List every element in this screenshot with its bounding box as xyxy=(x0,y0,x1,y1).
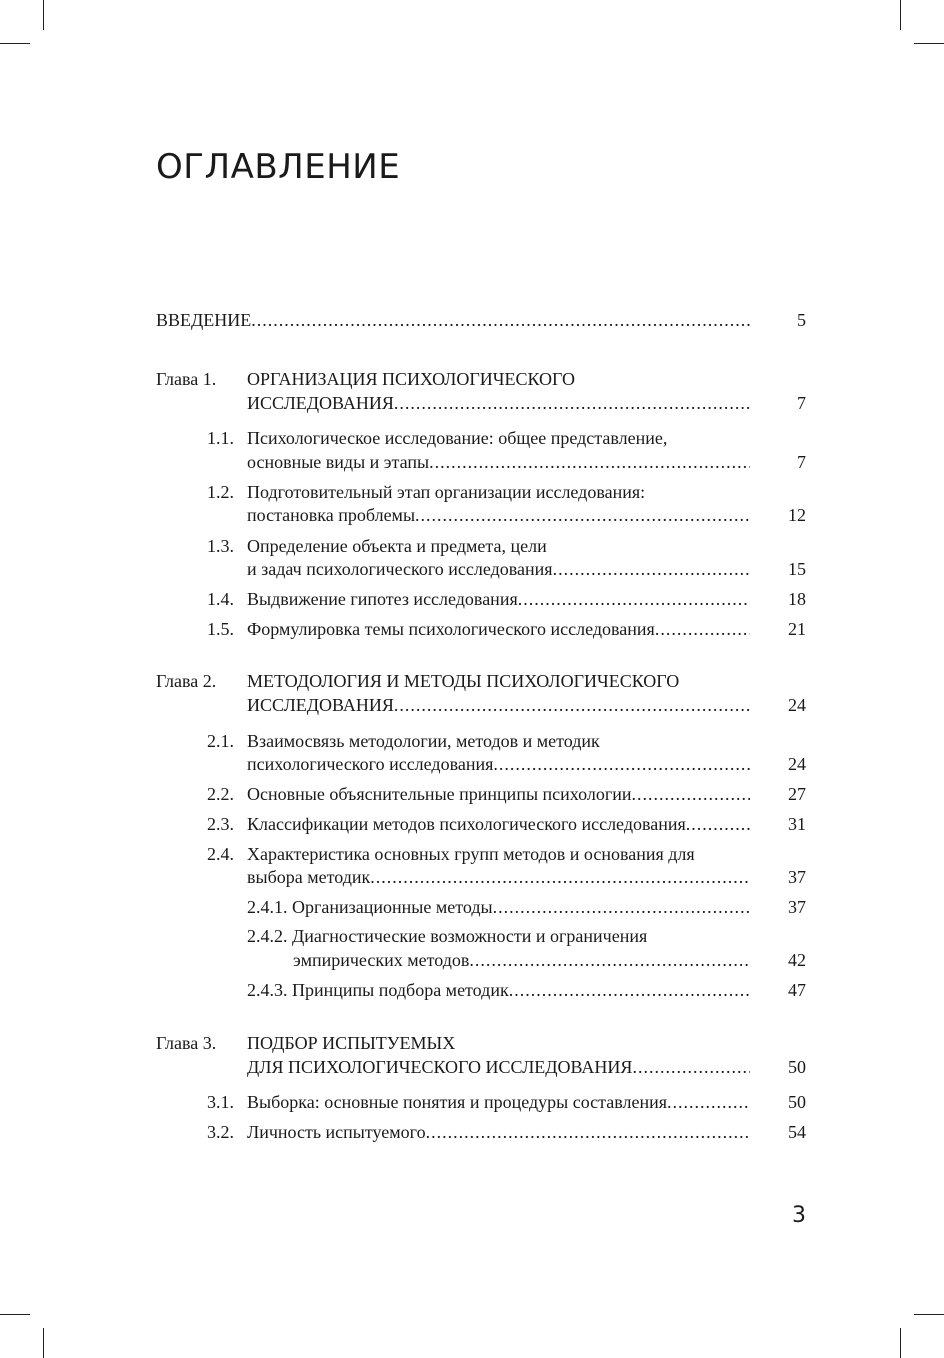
toc-entry-intro xyxy=(0,308,944,332)
section-title-line-1: Взаимосвязь методологии, методов и методик xyxy=(247,731,600,751)
toc-page-number: 27 xyxy=(788,784,806,804)
page-title: ОГЛАВЛЕНИЕ xyxy=(156,147,401,187)
toc-subsection-2-4-3 xyxy=(0,978,944,1002)
toc-page-number: 24 xyxy=(788,695,806,715)
toc-chapter-3-line-2 xyxy=(0,1055,944,1079)
section-number: 2.3. xyxy=(207,814,234,834)
section-number: 1.4. xyxy=(207,589,234,609)
toc-leader-dots xyxy=(493,752,750,776)
chapter-title-line-1: ОРГАНИЗАЦИЯ ПСИХОЛОГИЧЕСКОГО xyxy=(247,369,575,389)
section-title-line-1: Определение объекта и предмета, цели xyxy=(247,536,547,556)
toc-leader-dots xyxy=(426,1120,750,1144)
subsection-title-line-2: эмпирических методов xyxy=(293,950,470,970)
toc-page-number: 47 xyxy=(788,980,806,1000)
toc-page-number: 5 xyxy=(797,310,806,330)
section-number: 2.2. xyxy=(207,784,234,804)
chapter-number: Глава 1. xyxy=(156,369,217,389)
toc-leader-dots xyxy=(667,1090,750,1114)
toc-section-2-4-line-2 xyxy=(0,865,944,889)
section-number: 1.3. xyxy=(207,536,234,556)
section-number: 1.5. xyxy=(207,619,234,639)
section-title: Классификации методов психологического исследования xyxy=(247,814,686,834)
toc-section-2-1 xyxy=(0,729,944,753)
section-number: 3.2. xyxy=(207,1122,234,1142)
toc-page-number: 15 xyxy=(788,559,806,579)
toc-leader-dots xyxy=(632,1055,750,1079)
section-title-line-1: Подготовительный этап организации исследования: xyxy=(247,482,646,502)
toc-page-number: 42 xyxy=(788,950,806,970)
page-folio-number: 3 xyxy=(792,1203,806,1228)
toc-page-number: 12 xyxy=(788,505,806,525)
chapter-title-line-2: ИССЛЕДОВАНИЯ xyxy=(247,695,394,715)
toc-section-3-2 xyxy=(0,1120,944,1144)
subsection-title: 2.4.3. Принципы подбора методик xyxy=(247,980,509,1000)
toc-section-2-2 xyxy=(0,782,944,806)
toc-page-number: 50 xyxy=(788,1092,806,1112)
toc-leader-dots xyxy=(469,948,750,972)
toc-section-2-4 xyxy=(0,842,944,866)
toc-section-3-1 xyxy=(0,1090,944,1114)
toc-leader-dots xyxy=(509,978,750,1002)
section-title-line-1: Психологическое исследование: общее представление, xyxy=(247,428,668,448)
toc-page-number: 50 xyxy=(788,1057,806,1077)
toc-leader-dots xyxy=(553,557,750,581)
section-title-line-2: и задач психологического исследования xyxy=(247,559,553,579)
toc-subsection-2-4-1 xyxy=(0,895,944,919)
toc-section-1-5 xyxy=(0,617,944,641)
toc-leader-dots xyxy=(394,693,750,717)
toc-page-number: 31 xyxy=(788,814,806,834)
chapter-title-line-2: ДЛЯ ПСИХОЛОГИЧЕСКОГО ИССЛЕДОВАНИЯ xyxy=(247,1057,633,1077)
chapter-number: Глава 2. xyxy=(156,671,217,691)
chapter-title-line-1: МЕТОДОЛОГИЯ И МЕТОДЫ ПСИХОЛОГИЧЕСКОГО xyxy=(247,671,680,691)
toc-chapter-3 xyxy=(0,1031,944,1055)
toc-section-1-4 xyxy=(0,587,944,611)
section-number: 1.1. xyxy=(207,428,234,448)
section-title-line-2: постановка проблемы xyxy=(247,505,416,525)
section-title-line-2: основные виды и этапы xyxy=(247,452,430,472)
toc-leader-dots xyxy=(415,503,750,527)
toc-chapter-2 xyxy=(0,669,944,693)
section-title-line-1: Характеристика основных групп методов и основания для xyxy=(247,844,695,864)
toc-page-number: 24 xyxy=(788,754,806,774)
toc-section-1-3-line-2 xyxy=(0,557,944,581)
section-number: 2.4. xyxy=(207,844,234,864)
section-title-line-2: психологического исследования xyxy=(247,754,494,774)
toc-section-2-3 xyxy=(0,812,944,836)
subsection-title-line-1: 2.4.2. Диагностические возможности и ограничения xyxy=(247,926,648,946)
section-title: Основные объяснительные принципы психологии xyxy=(247,784,632,804)
chapter-number: Глава 3. xyxy=(156,1033,217,1053)
toc-page-number: 37 xyxy=(788,867,806,887)
toc-chapter-1-line-2 xyxy=(0,391,944,415)
chapter-title-line-2: ИССЛЕДОВАНИЯ xyxy=(247,393,394,413)
toc-page-number: 54 xyxy=(788,1122,806,1142)
toc-entry-label: ВВЕДЕНИЕ xyxy=(156,310,252,330)
toc-chapter-1 xyxy=(0,367,944,391)
toc-section-1-2-line-2 xyxy=(0,503,944,527)
toc-page-number: 7 xyxy=(797,452,806,472)
subsection-title: 2.4.1. Организационные методы xyxy=(247,897,493,917)
toc-page-number: 37 xyxy=(788,897,806,917)
section-title: Личность испытуемого xyxy=(247,1122,426,1142)
toc-subsection-2-4-2 xyxy=(0,924,944,948)
section-title: Выборка: основные понятия и процедуры составления xyxy=(247,1092,668,1112)
section-number: 2.1. xyxy=(207,731,234,751)
toc-leader-dots xyxy=(251,308,750,332)
toc-leader-dots xyxy=(429,450,750,474)
section-title: Формулировка темы психологического исследования xyxy=(247,619,655,639)
toc-leader-dots xyxy=(518,587,750,611)
toc-leader-dots xyxy=(655,617,750,641)
section-title-line-2: выбора методик xyxy=(247,867,371,887)
toc-section-1-3 xyxy=(0,534,944,558)
toc-page-number: 7 xyxy=(797,393,806,413)
toc-page-number: 21 xyxy=(788,619,806,639)
section-number: 3.1. xyxy=(207,1092,234,1112)
toc-section-1-1 xyxy=(0,426,944,450)
section-title: Выдвижение гипотез исследования xyxy=(247,589,518,609)
toc-section-2-1-line-2 xyxy=(0,752,944,776)
toc-chapter-2-line-2 xyxy=(0,693,944,717)
toc-leader-dots xyxy=(394,391,750,415)
toc-section-1-2 xyxy=(0,480,944,504)
toc-section-1-1-line-2 xyxy=(0,450,944,474)
toc-leader-dots xyxy=(632,782,750,806)
chapter-title-line-1: ПОДБОР ИСПЫТУЕМЫХ xyxy=(247,1033,456,1053)
toc-leader-dots xyxy=(686,812,750,836)
toc-leader-dots xyxy=(370,865,750,889)
section-number: 1.2. xyxy=(207,482,234,502)
toc-leader-dots xyxy=(493,895,750,919)
toc-subsection-2-4-2-line-2 xyxy=(0,948,944,972)
toc-page-number: 18 xyxy=(788,589,806,609)
